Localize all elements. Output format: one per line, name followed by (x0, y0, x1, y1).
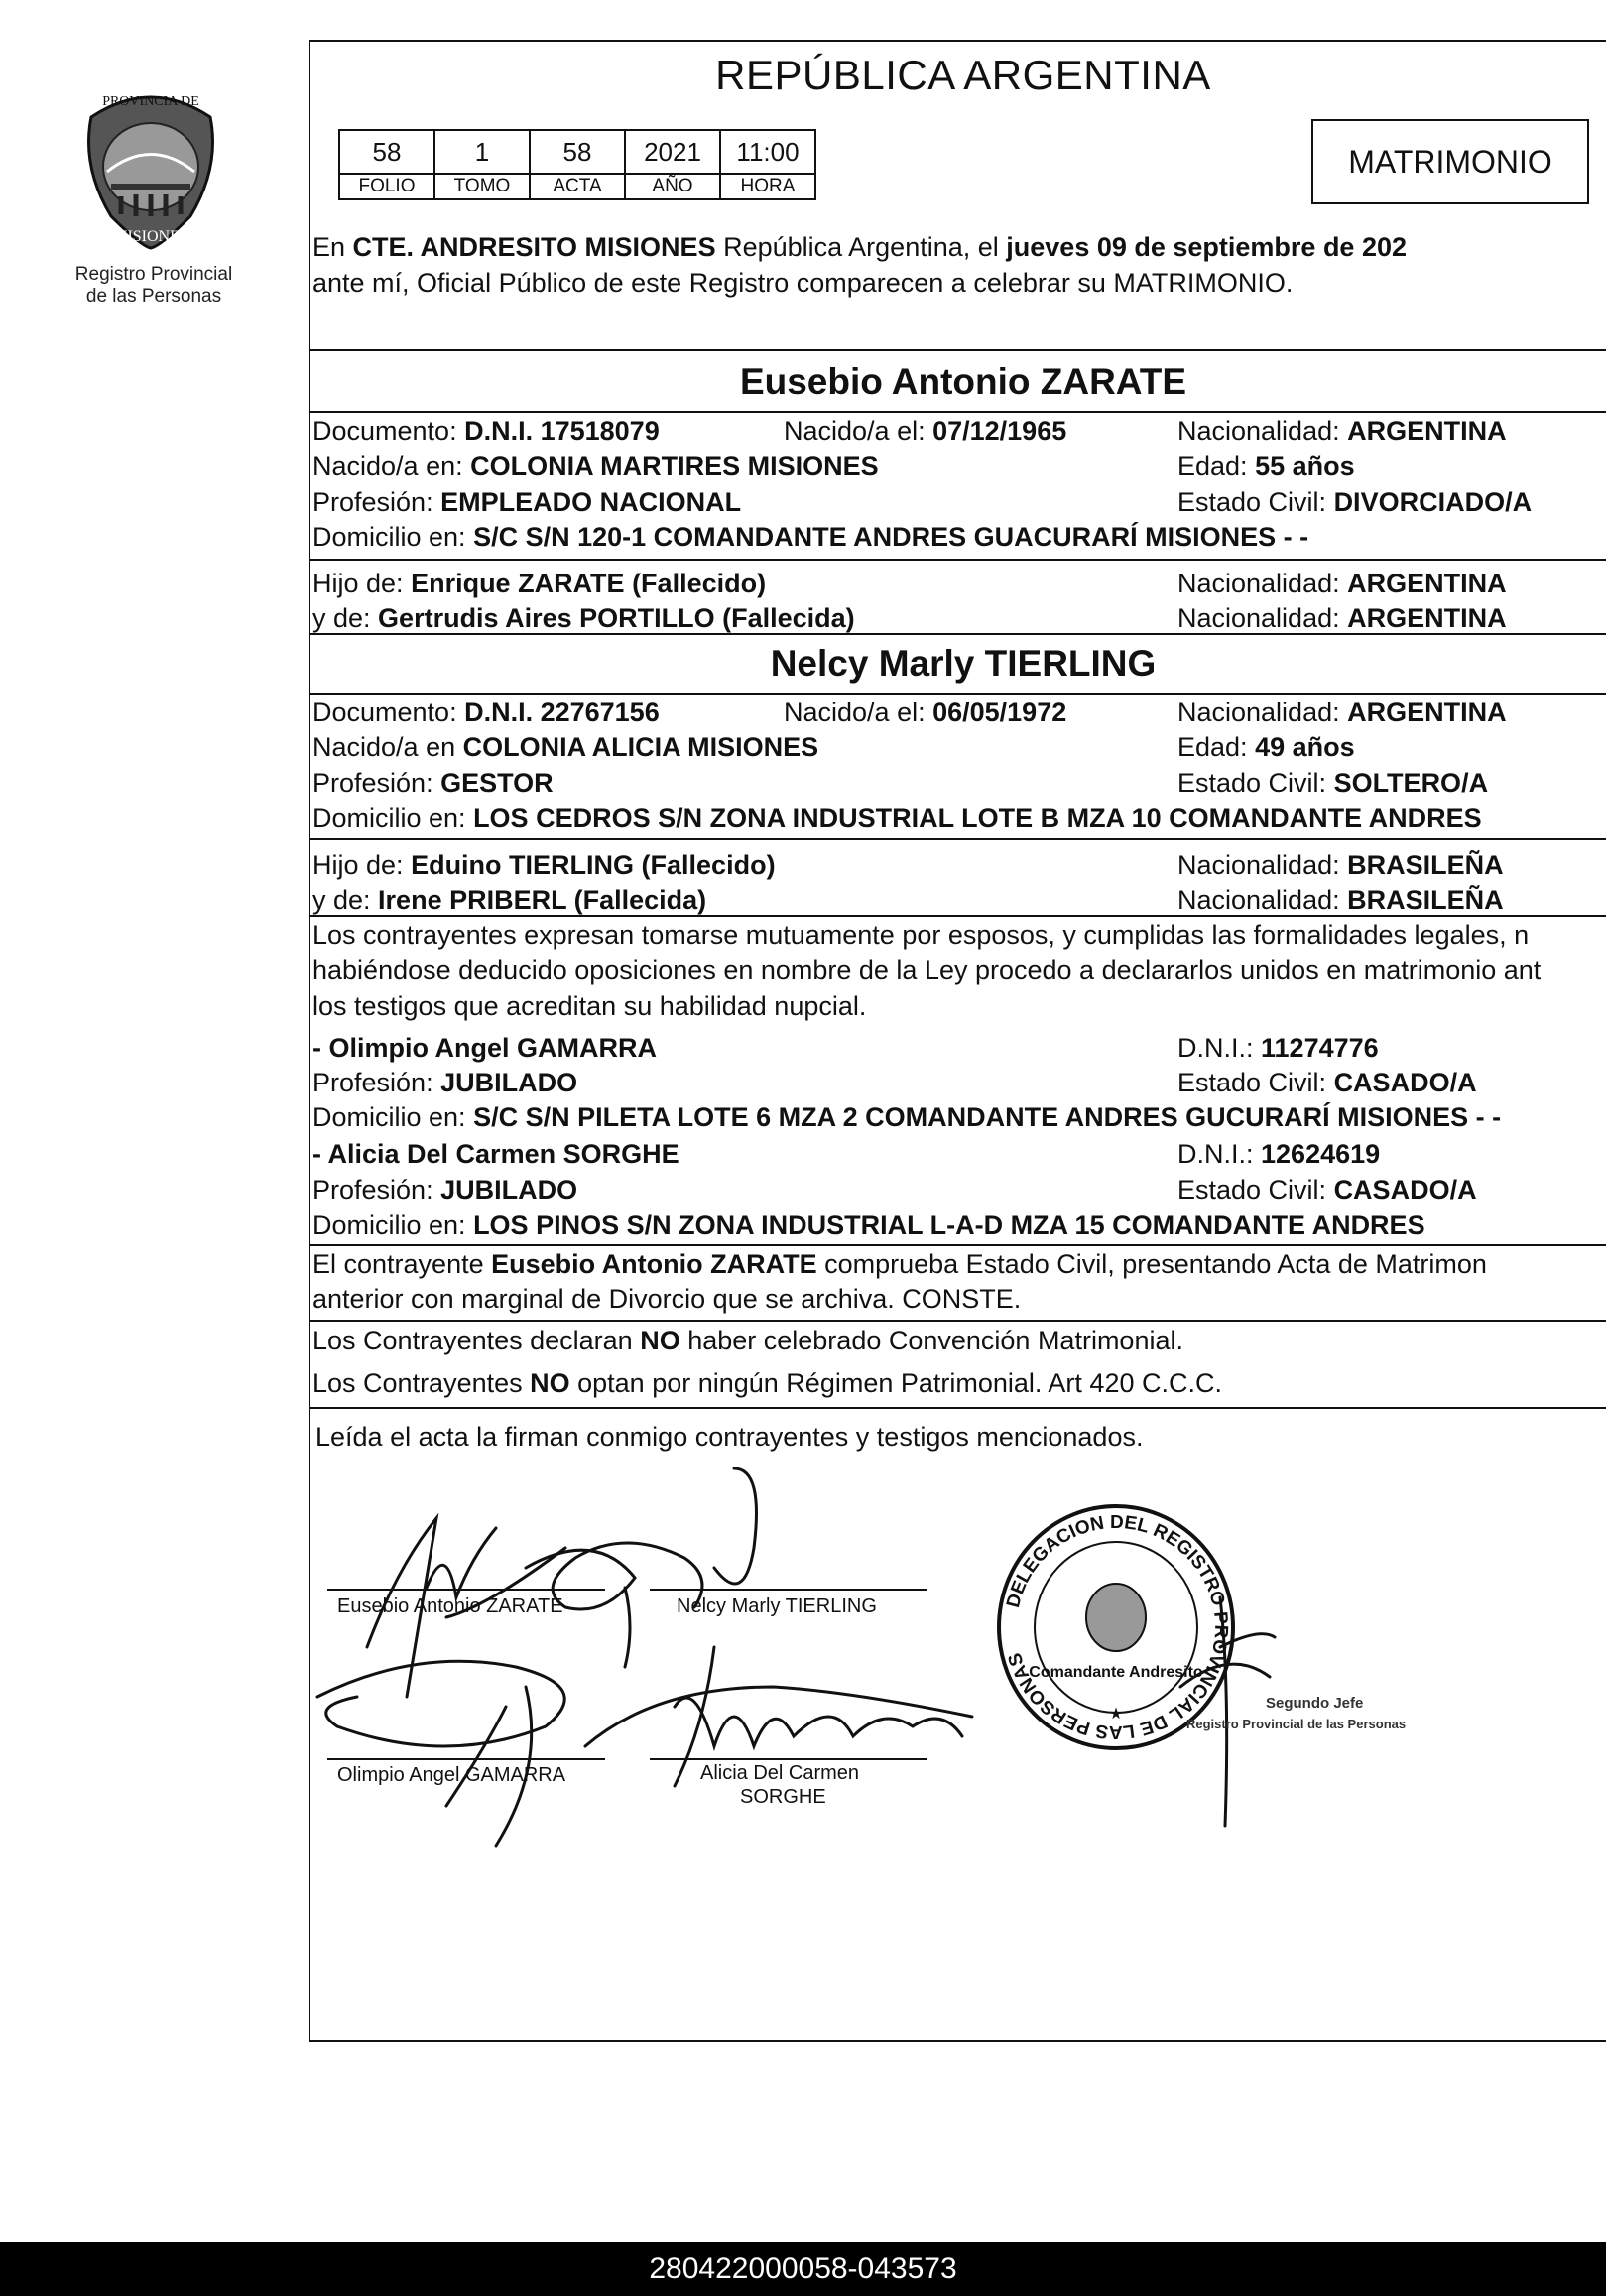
tomo-value: 1 (434, 130, 530, 174)
bride-mother-nationality: Nacionalidad: BRASILEÑA (1177, 885, 1504, 915)
registry-table (338, 129, 816, 200)
bride-document: Documento: D.N.I. 22767156 (312, 698, 660, 727)
anio-value: 2021 (625, 130, 720, 174)
groom-signature (367, 1518, 565, 1697)
witness1-civil-status: Estado Civil: CASADO/A (1177, 1068, 1477, 1097)
officer-title: Segundo Jefe (1266, 1695, 1364, 1712)
groom-age: Edad: 55 años (1177, 451, 1355, 481)
bride-birthdate: Nacido/a el: 06/05/1972 (784, 698, 1067, 727)
groom-nationality: Nacionalidad: ARGENTINA (1177, 416, 1507, 446)
stamp-inner-text: Comandante Andresito (1029, 1664, 1203, 1681)
bride-signature-label: Nelcy Marly TIERLING (677, 1595, 877, 1617)
convention-note: Los Contrayentes declaran NO haber celebrado Convención Matrimonial. (312, 1326, 1183, 1355)
logo-caption-line1: Registro Provincial (74, 264, 233, 285)
witness1-signature (317, 1661, 564, 1846)
declaration-line-1: Los contrayentes expresan tomarse mutuamente por esposos, y cumplidas las formalidades legales, n (312, 920, 1530, 950)
regime-note: Los Contrayentes NO optan por ningún Régimen Patrimonial. Art 420 C.C.C. (312, 1368, 1222, 1398)
folio-label: FOLIO (339, 174, 434, 199)
witness2-dni: D.N.I.: 12624619 (1177, 1139, 1381, 1169)
civil-status-note-2: anterior con marginal de Divorcio que se archiva. CONSTE. (312, 1284, 1022, 1314)
registry-logo (71, 77, 230, 256)
intro-line-1: En CTE. ANDRESITO MISIONES República Argentina, el jueves 09 de septiembre de 202 (312, 232, 1408, 262)
act-type-box: MATRIMONIO (1311, 119, 1589, 204)
document-id: 280422000058-043573 (0, 2242, 1606, 2296)
witness1-profession: Profesión: JUBILADO (312, 1068, 578, 1097)
groom-civil-status: Estado Civil: DIVORCIADO/A (1177, 487, 1533, 517)
witness2-address: Domicilio en: LOS PINOS S/N ZONA INDUSTRIAL L-A-D MZA 15 COMANDANTE ANDRES (312, 1211, 1425, 1240)
hora-label: HORA (720, 174, 815, 199)
divider (309, 838, 1606, 840)
page-title: REPÚBLICA ARGENTINA (715, 52, 1211, 98)
tomo-label: TOMO (434, 174, 530, 199)
svg-text:MISIONES: MISIONES (113, 228, 188, 245)
groom-mother: y de: Gertrudis Aires PORTILLO (Fallecida) (312, 603, 855, 633)
hora-value: 11:00 (720, 130, 815, 174)
svg-text:DELEGACION DEL REGISTRO PROVIN: DELEGACION DEL REGISTRO PROVINCIAL DE LAS PERSONAS (1003, 1511, 1232, 1743)
read-note: Leída el acta la firman conmigo contrayentes y testigos mencionados. (315, 1422, 1144, 1452)
bride-birthplace: Nacido/a en COLONIA ALICIA MISIONES (312, 732, 819, 762)
logo-caption (55, 264, 253, 308)
bride-father: Hijo de: Eduino TIERLING (Fallecido) (312, 850, 776, 880)
divider (309, 633, 1606, 635)
groom-name: Eusebio Antonio ZARATE (739, 361, 1187, 402)
svg-text:PROVINCIA DE: PROVINCIA DE (102, 94, 199, 109)
acta-label: ACTA (530, 174, 625, 199)
civil-status-note-1: El contrayente Eusebio Antonio ZARATE comprueba Estado Civil, presentando Acta de Matrimon (312, 1249, 1487, 1279)
divider (309, 349, 1606, 351)
groom-signature-label: Eusebio Antonio ZARATE (337, 1595, 563, 1617)
groom-father: Hijo de: Enrique ZARATE (Fallecido) (312, 569, 767, 598)
witness1-name: - Olimpio Angel GAMARRA (312, 1033, 657, 1063)
witness1-dni: D.N.I.: 11274776 (1177, 1033, 1379, 1063)
frame-top (309, 40, 1606, 42)
bride-mother: y de: Irene PRIBERL (Fallecida) (312, 885, 707, 915)
bride-signature (526, 1468, 757, 1667)
divider (309, 915, 1606, 917)
groom-birthplace: Nacido/a en: COLONIA MARTIRES MISIONES (312, 451, 879, 481)
officer-unit: Registro Provincial de las Personas (1186, 1717, 1407, 1731)
witness2-civil-status: Estado Civil: CASADO/A (1177, 1175, 1477, 1205)
groom-address: Domicilio en: S/C S/N 120-1 COMANDANTE ANDRES GUACURARÍ MISIONES - - (312, 522, 1309, 552)
divider (309, 411, 1606, 413)
bride-name: Nelcy Marly TIERLING (770, 643, 1157, 684)
groom-birthdate: Nacido/a el: 07/12/1965 (784, 416, 1067, 446)
witness1-signature-label: Olimpio Angel GAMARRA (337, 1764, 566, 1786)
witness2-signature-label-1: Alicia Del Carmen (700, 1762, 860, 1784)
divider (309, 559, 1606, 561)
intro-line-2: ante mí, Oficial Público de este Registro comparecen a celebrar su MATRIMONIO. (312, 268, 1294, 298)
acta-value: 58 (530, 130, 625, 174)
groom-mother-nationality: Nacionalidad: ARGENTINA (1177, 603, 1507, 633)
witness2-name: - Alicia Del Carmen SORGHE (312, 1139, 679, 1169)
frame-bottom (309, 2040, 1606, 2042)
divider (309, 1320, 1606, 1322)
groom-father-nationality: Nacionalidad: ARGENTINA (1177, 569, 1507, 598)
registry-labels (339, 174, 815, 199)
bride-profession: Profesión: GESTOR (312, 768, 554, 798)
bride-father-nationality: Nacionalidad: BRASILEÑA (1177, 850, 1504, 880)
witness1-address: Domicilio en: S/C S/N PILETA LOTE 6 MZA 2 COMANDANTE ANDRES GUCURARÍ MISIONES - - (312, 1102, 1502, 1132)
witness2-profession: Profesión: JUBILADO (312, 1175, 578, 1205)
divider (309, 693, 1606, 695)
groom-document: Documento: D.N.I. 17518079 (312, 416, 660, 446)
bride-age: Edad: 49 años (1177, 732, 1355, 762)
declaration-line-2: habiéndose deducido oposiciones en nombre de la Ley procedo a declararlos unidos en matrimonio ant (312, 956, 1542, 985)
svg-text:★: ★ (1108, 1706, 1124, 1722)
bride-civil-status: Estado Civil: SOLTERO/A (1177, 768, 1489, 798)
bride-address: Domicilio en: LOS CEDROS S/N ZONA INDUSTRIAL LOTE B MZA 10 COMANDANTE ANDRES (312, 803, 1482, 832)
witness2-signature-label-2: SORGHE (740, 1786, 826, 1808)
logo-caption-line2: de las Personas (85, 286, 222, 307)
divider (309, 1244, 1606, 1246)
divider (309, 1407, 1606, 1409)
bride-nationality: Nacionalidad: ARGENTINA (1177, 698, 1507, 727)
witness2-signature (585, 1647, 972, 1786)
anio-label: AÑO (625, 174, 720, 199)
groom-profession: Profesión: EMPLEADO NACIONAL (312, 487, 742, 517)
folio-value: 58 (339, 130, 434, 174)
declaration-line-3: los testigos que acreditan su habilidad nupcial. (312, 991, 867, 1021)
registry-values (339, 130, 815, 174)
